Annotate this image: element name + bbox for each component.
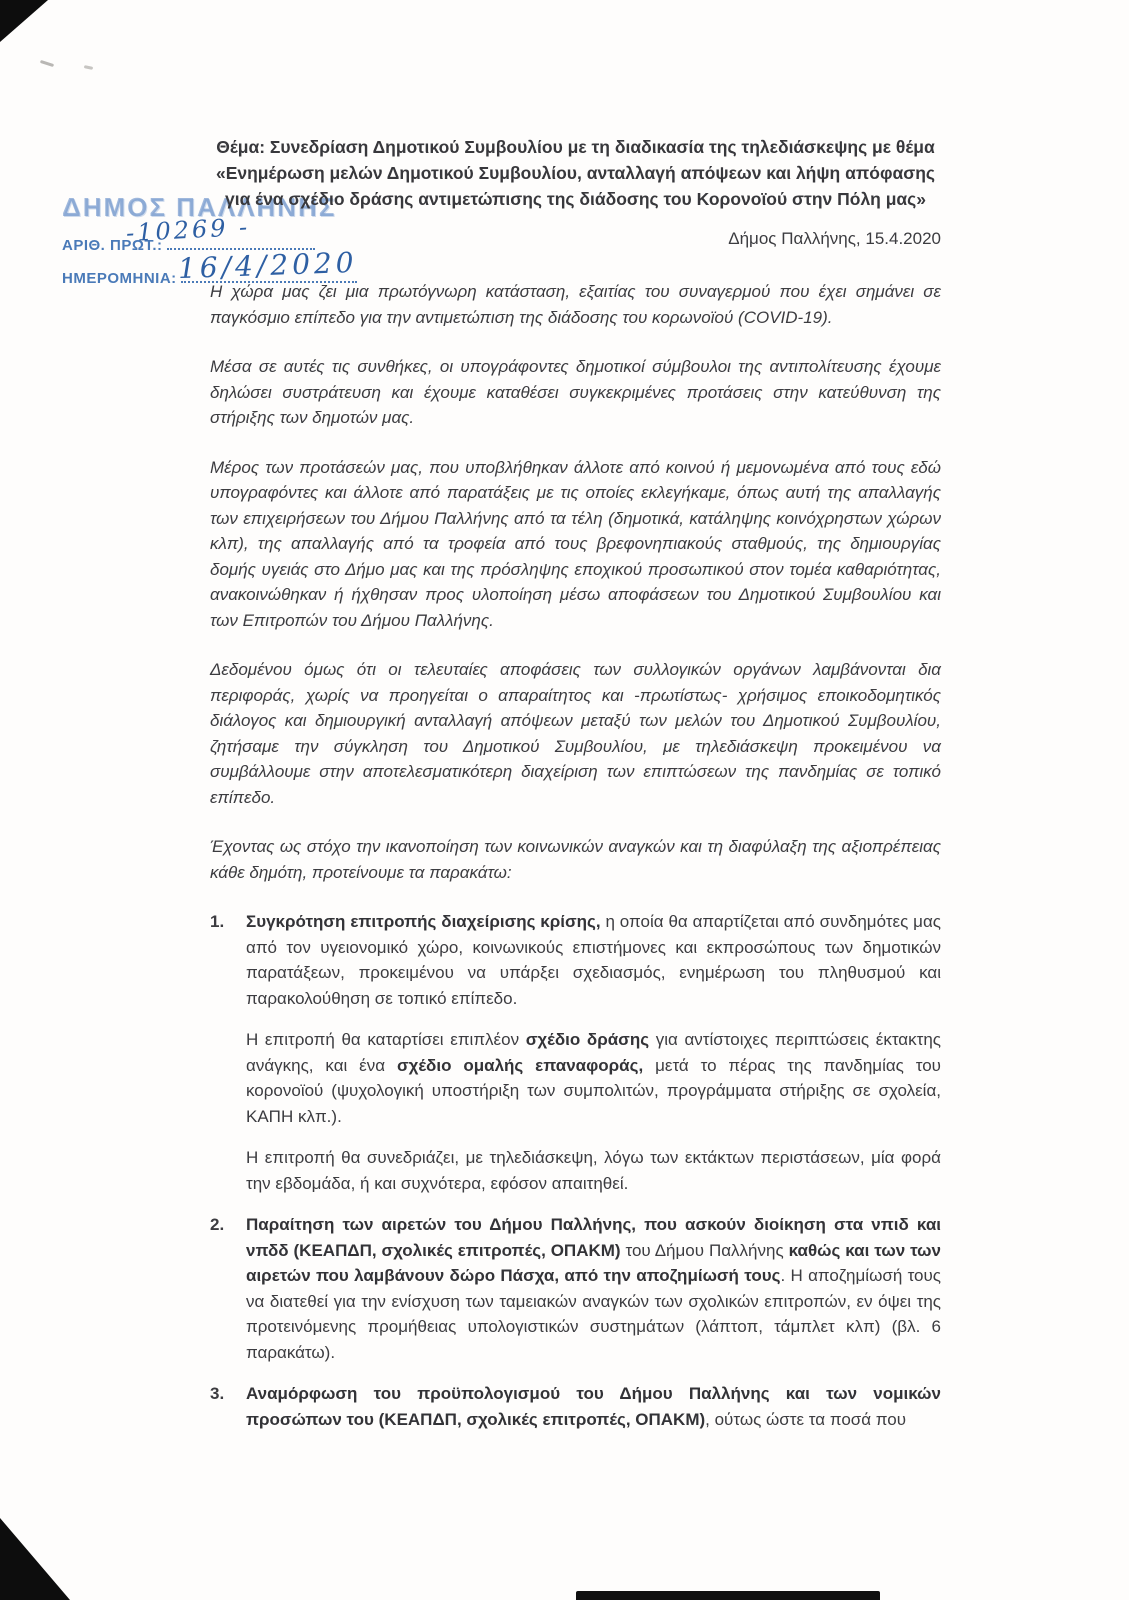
text-segment: Η επιτροπή θα καταρτίσει επιπλέον bbox=[246, 1030, 526, 1049]
bold-text-segment: Συγκρότηση επιτροπής διαχείρισης κρίσης, bbox=[246, 912, 601, 931]
document-dateline: Δήμος Παλλήνης, 15.4.2020 bbox=[728, 229, 941, 248]
text-segment: Έχοντας ως στόχο την ικανοποίηση των κοινωνικών αναγκών και τη διαφύλαξη της αξιοπρέπειας κάθε δημότη, προτείνουμε τα παρακάτω: bbox=[210, 837, 941, 882]
list-item-text bbox=[246, 1381, 941, 1432]
bold-text-segment: καθώς και των των αιρετών που λαμβάνουν δώρο Πάσχα, από την αποζημίωσή τους bbox=[246, 1240, 941, 1285]
scan-artifact-smudge bbox=[40, 60, 54, 67]
text-segment: Δεδομένου όμως ότι οι τελευταίες αποφάσεις των συλλογικών οργάνων λαμβάνονται δια περιφοράς, χωρίς να προηγείται ο απαραίτητος και -πρωτίστως- χρήσιμος εποικοδομητικός διάλογος και δημιουργική ανταλλαγή απόψεων μεταξύ των μελών του Δημοτικού Συμβουλίου, ζητήσαμε την σύγκληση του Δημοτικού Συμβουλίου, με τηλεδιάσκεψη προκειμένου να συμβάλλουμε στην αποτελεσματικότερη διαχείριση των επιπτώσεων της πανδημίας σε τοπικό επίπεδο. bbox=[210, 660, 941, 807]
sub-paragraph bbox=[246, 1027, 941, 1129]
scan-artifact-smudge bbox=[84, 65, 93, 70]
paragraph bbox=[210, 279, 941, 330]
stamp-protocol-label: ΑΡΙΘ. ΠΡΩΤ.: bbox=[62, 237, 163, 254]
text-segment: Η χώρα μας ζει μια πρωτόγνωρη κατάσταση, εξαιτίας του συναγερμού που έχει σημάνει σε παγκόσμιο επίπεδο για την αντιμετώπιση της διάδοσης του κορωνοϊού (COVID-19). bbox=[210, 282, 941, 327]
paragraph bbox=[210, 455, 941, 634]
scan-artifact-bottom-bar bbox=[576, 1591, 880, 1600]
paragraph bbox=[210, 354, 941, 431]
sub-paragraph bbox=[246, 1145, 941, 1196]
stamp-protocol-number-handwritten: -10269 - bbox=[125, 212, 251, 248]
list-item bbox=[210, 1381, 941, 1432]
text-segment: η οποία θα απαρτίζεται από συνδημότες μας από τον υγειονομικό χώρο, κοινωνικούς επιστήμονες και εκπροσώπους των δημοτικών παρατάξεων, προκειμένου να υπάρξει σχεδιασμός, ενημέρωση του πληθυσμού και παρακολούθηση σε τοπικό επίπεδο. bbox=[246, 912, 941, 1008]
scan-artifact-corner-top-left bbox=[0, 0, 48, 42]
text-segment: Μέσα σε αυτές τις συνθήκες, οι υπογράφοντες δημοτικοί σύμβουλοι της αντιπολίτευσης έχουμε δηλώσει συστράτευση και έχουμε καταθέσει συγκεκριμένες προτάσεις στην κατεύθυνση της στήριξης των δημοτών μας. bbox=[210, 357, 941, 427]
list-item bbox=[210, 909, 941, 1011]
text-segment: , ούτως ώστε τα ποσά που bbox=[705, 1409, 907, 1429]
stamp-date-handwritten: 16/4/2020 bbox=[177, 245, 359, 286]
text-segment: Μέρος των προτάσεών μας, που υποβλήθηκαν άλλοτε από κοινού ή μεμονωμένα από τους εδώ υπογραφόντες και άλλοτε από παρατάξεις με τις οποίες εκλεγήκαμε, όπως αυτή της απαλλαγής των επιχειρήσεων του Δήμου Παλλήνης από τα τέλη (δημοτικά, κατάληψης κοινόχρηστων χώρων κλπ), της απαλλαγής από τα τροφεία από τους βρεφονηπιακούς σταθμούς, της δημιουργίας δομής υγειάς στο Δήμο μας και της πρόσληψης εποχικού προσωπικού στον τομέα καθαριότητας, ανακοινώθηκαν ή ήχθησαν προς υλοποίηση μέσω αποφάσεων του Δημοτικού Συμβουλίου και των Επιτροπών του Δήμου Παλλήνης. bbox=[210, 457, 941, 630]
paragraph bbox=[210, 834, 941, 885]
text-segment: για αντίστοιχες περιπτώσεις έκτακτης ανάγκης, και ένα bbox=[246, 1030, 941, 1075]
stamp-date-label: ΗΜΕΡΟΜΗΝΙΑ: bbox=[62, 270, 177, 287]
stamp-municipality-name: ΔΗΜΟΣ ΠΑΛΛΗΝΗΣ bbox=[62, 192, 337, 222]
text-segment: Η επιτροπή θα συνεδριάζει, με τηλεδιάσκεψη, λόγω των εκτάκτων περιστάσεων, μία φορά την εβδομάδα, ή και συχνότερα, εφόσον απαιτηθεί. bbox=[246, 1148, 941, 1193]
document-body bbox=[210, 279, 941, 1432]
paragraph bbox=[210, 657, 941, 810]
text-segment: . Η αποζημίωσή τους να διατεθεί για την ενίσχυση των ταμειακών αναγκών των σχολικών επιτροπών, εν όψει της προτεινόμενης προμήθειας υπολογιστικών συστημάτων (λάπτοπ, τάμπλετ κλπ) (βλ. 6 παρακάτω). bbox=[246, 1266, 942, 1362]
bold-text-segment: σχέδιο ομαλής επαναφοράς, bbox=[396, 1055, 644, 1075]
text-segment: του Δήμου Παλλήνης bbox=[625, 1240, 789, 1260]
list-item-number: 3. bbox=[210, 1384, 225, 1403]
scan-artifact-corner-bottom-left bbox=[0, 1518, 70, 1600]
document-subject: Θέμα: Συνεδρίαση Δημοτικού Συμβουλίου με τη διαδικασία της τηλεδιάσκεψης με θέμα «Ενημέρωση μελών Δημοτικού Συμβουλίου, ανταλλαγή απόψεων και λήψη απόφασης για ένα σχέδιο δράσης αντιμετώπισης της διάδοσης του Κορονοϊού στην Πόλη μας» bbox=[215, 137, 935, 209]
bold-text-segment: σχέδιο δράσης bbox=[525, 1030, 650, 1049]
bold-text-segment: Αναμόρφωση του προϋπολογισμού του Δήμου Παλλήνης και των νομικών προσώπων του (ΚΕΑΠΔΠ, σχολικές επιτροπές, ΟΠΑΚΜ) bbox=[246, 1384, 941, 1429]
list-item-text bbox=[246, 909, 941, 1011]
list-item-text bbox=[246, 1212, 941, 1365]
list-item-number: 1. bbox=[210, 912, 225, 931]
list-item-number: 2. bbox=[210, 1215, 225, 1234]
text-segment: μετά το πέρας της πανδημίας του κορονοϊού (ψυχολογική υποστήριξη των συμπολιτών, προγράμματα στήριξης σε σχολεία, ΚΑΠΗ κλπ.). bbox=[246, 1055, 941, 1126]
bold-text-segment: Παραίτηση των αιρετών του Δήμου Παλλήνης, που ασκούν διοίκηση στα νπιδ και νπδδ (ΚΕΑΠΔΠ, σχολικές επιτροπές, ΟΠΑΚΜ) bbox=[246, 1215, 941, 1260]
list-item bbox=[210, 1212, 941, 1365]
document-content bbox=[210, 134, 941, 1448]
